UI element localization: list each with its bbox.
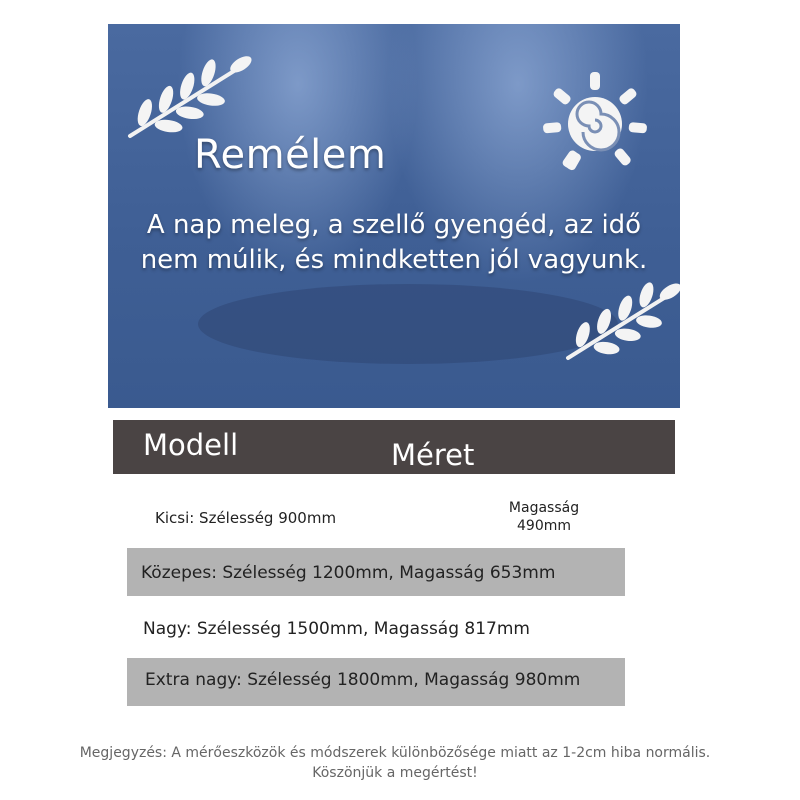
header-size: Méret <box>391 438 475 472</box>
height-value: 490mm <box>517 518 571 534</box>
size-row-medium: Közepes: Szélesség 1200mm, Magasság 653mm <box>141 563 556 583</box>
measurement-note <box>0 743 790 783</box>
banner-title: Remélem <box>194 132 387 178</box>
size-row-large: Nagy: Szélesség 1500mm, Magasság 817mm <box>143 619 530 639</box>
note-line-2: Köszönjük a megértést! <box>312 765 478 781</box>
height-label: Magasság <box>508 500 580 516</box>
product-banner <box>108 24 680 408</box>
size-row-small-height <box>496 499 592 535</box>
wall-shadow <box>198 284 618 364</box>
note-line-1: Megjegyzés: A mérőeszközök és módszerek különbözősége miatt az 1-2cm hiba normális. <box>79 745 711 761</box>
size-row-extra-large: Extra nagy: Szélesség 1800mm, Magasság 980mm <box>145 670 581 690</box>
header-model: Modell <box>143 428 239 462</box>
size-row-small: Kicsi: Szélesség 900mm <box>155 509 337 527</box>
sun-icon <box>543 72 647 172</box>
size-table-header <box>113 420 675 474</box>
banner-text: A nap meleg, a szellő gyengéd, az idő nem múlik, és mindketten jól vagyunk. <box>140 210 648 275</box>
